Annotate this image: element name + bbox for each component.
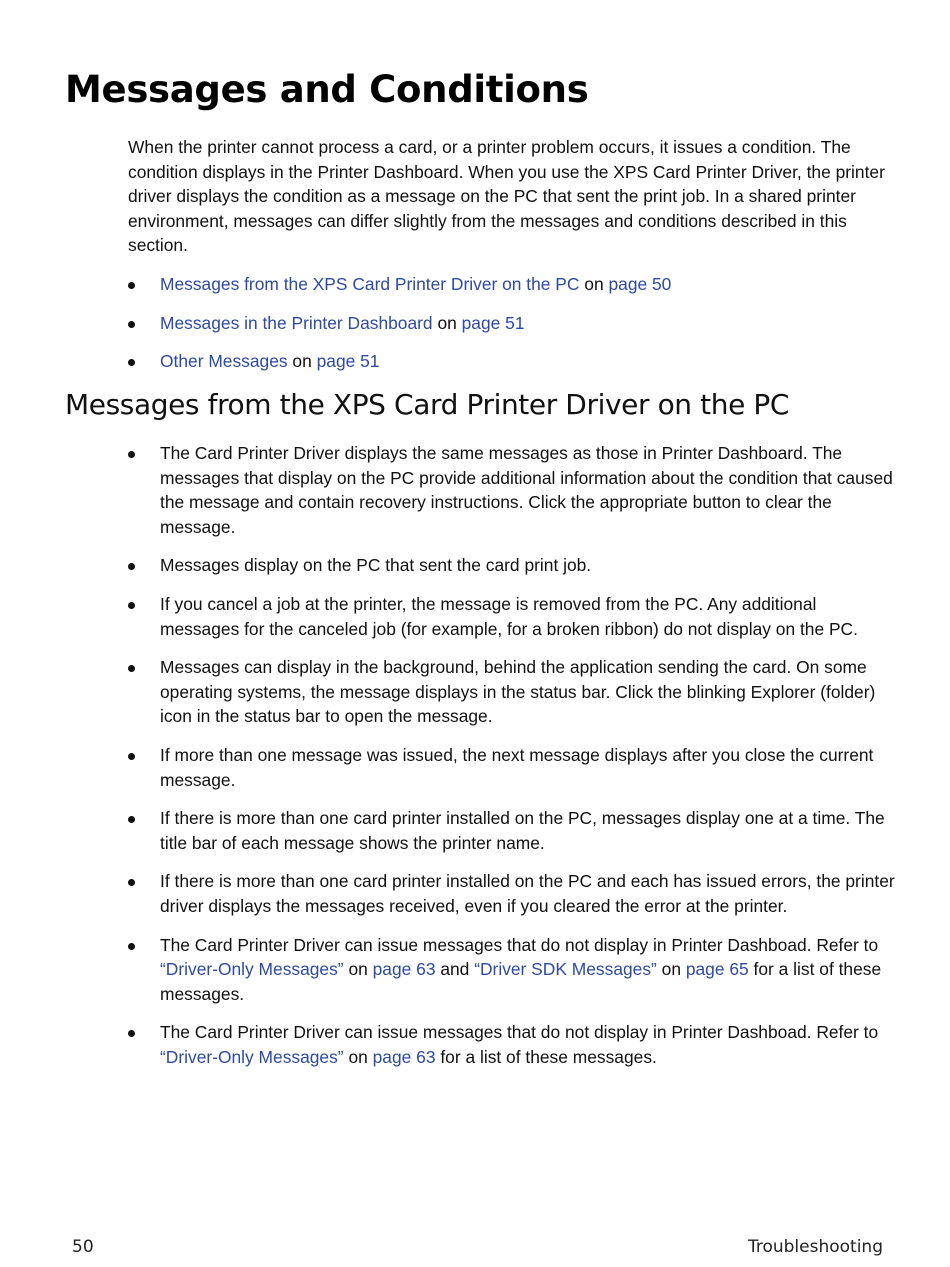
list-item-text: If there is more than one card printer installed on the PC and each has issued errors, the printer driver displays the messages received, even if you cleared the error at the printer. (160, 871, 895, 916)
connector-text: on (432, 312, 462, 333)
list-item-tail: for a list of these messages. (160, 959, 882, 1004)
list-item-text: If you cancel a job at the printer, the message is removed from the PC. Any additional messages for the canceled job (for example, for a broken ribbon) do not display on the PC. (160, 593, 858, 639)
page-link[interactable]: page 51 (316, 351, 380, 372)
list-item-text: Messages can display in the background, behind the application sending the card. On some operating systems, the message displays in the status bar. Click the blinking Explorer (folder) icon in the status bar to open the message. (160, 657, 876, 727)
bullet-icon (128, 943, 135, 950)
list-item-text: The Card Printer Driver displays the same messages as those in Printer Dashboard. The messages that display on the PC provide additional information about the condition that caused the message and contain recovery instructions. Click the appropriate button to clear the message. (160, 443, 893, 537)
link-driver-sdk-messages[interactable]: “Driver SDK Messages” (474, 959, 657, 980)
driver-messages-list (128, 441, 898, 1083)
bullet-icon (128, 359, 135, 366)
list-item (128, 1020, 898, 1069)
page-link[interactable]: page 50 (608, 274, 672, 294)
bullet-icon (128, 753, 135, 760)
section-heading: Messages from the XPS Card Printer Driver on the PC (65, 388, 790, 421)
list-item-text: If there is more than one card printer installed on the PC, messages display one at a time. The title bar of each message shows the printer name. (160, 808, 885, 853)
list-item-text: The Card Printer Driver can issue messages that do not display in Printer Dashboad. Refer to (160, 1022, 879, 1043)
list-item (128, 592, 898, 641)
connector-text: on (579, 274, 609, 294)
list-item (128, 655, 898, 729)
footer-section-name: Troubleshooting (747, 1237, 883, 1257)
bullet-icon (128, 563, 135, 570)
connector-text: on (343, 959, 373, 980)
bullet-icon (128, 282, 135, 289)
intro-paragraph: When the printer cannot process a card, or a printer problem occurs, it issues a condition. The condition displays in the Printer Dashboard. When you use the XPS Card Printer Driver, the printer driver displays the condition as a message on the PC that sent the print job. In a shared printer environment, messages can differ slightly from the messages and conditions described in this section. (128, 137, 885, 256)
page-link[interactable]: page 63 (372, 959, 436, 980)
list-item (128, 311, 898, 336)
bullet-icon (128, 451, 135, 458)
bullet-icon (128, 321, 135, 328)
bullet-icon (128, 665, 135, 672)
list-item-text: If more than one message was issued, the next message displays after you close the current message. (160, 744, 874, 790)
page-link[interactable]: page 51 (461, 312, 525, 333)
list-item (128, 441, 898, 539)
footer-page-number: 50 (72, 1237, 94, 1257)
section-links-list (128, 272, 898, 388)
bullet-icon (128, 816, 135, 823)
list-item-text: The Card Printer Driver can issue messages that do not display in Printer Dashboad. Refer to (160, 934, 879, 955)
page-link[interactable]: page 65 (685, 959, 749, 980)
bullet-icon (128, 602, 135, 609)
connector-text: and (435, 959, 475, 980)
link-other-messages[interactable]: Other Messages (160, 351, 288, 372)
list-item (128, 743, 898, 792)
list-item (128, 869, 898, 918)
list-item (128, 806, 898, 855)
list-item (128, 553, 898, 578)
list-item-text: Messages display on the PC that sent the card print job. (160, 555, 592, 576)
list-item-tail: for a list of these messages. (435, 1046, 657, 1067)
link-messages-from-driver[interactable]: Messages from the XPS Card Printer Driver on the PC (160, 274, 580, 294)
link-messages-in-dashboard[interactable]: Messages in the Printer Dashboard (160, 312, 433, 333)
connector-text: on (287, 351, 317, 372)
link-driver-only-messages[interactable]: “Driver-Only Messages” (160, 1046, 344, 1067)
list-item (128, 349, 898, 374)
list-item (128, 272, 898, 297)
bullet-icon (128, 879, 135, 886)
connector-text: on (343, 1046, 373, 1067)
page-link[interactable]: page 63 (372, 1046, 436, 1067)
link-driver-only-messages[interactable]: “Driver-Only Messages” (160, 959, 344, 980)
page-title: Messages and Conditions (65, 68, 589, 111)
connector-text: on (656, 959, 686, 980)
list-item (128, 933, 898, 1007)
bullet-icon (128, 1030, 135, 1037)
